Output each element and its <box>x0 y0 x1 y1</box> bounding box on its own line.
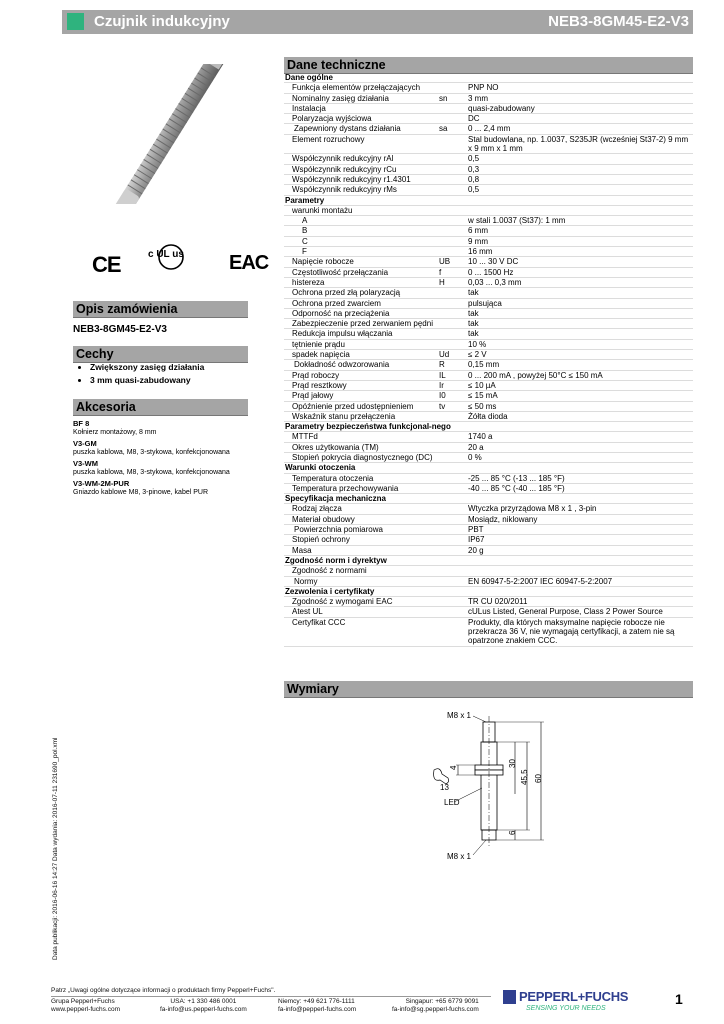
spec-label: Napięcie robocze <box>284 257 438 267</box>
spec-value: 6 mm <box>467 226 693 236</box>
dim-nut-height: 4 <box>449 765 458 770</box>
accessory-desc: Gniazdo kablowe M8, 3-pinowe, kabel PUR <box>73 489 209 496</box>
spec-label: Materiał obudowy <box>284 514 438 524</box>
accessory-name[interactable]: V3-WM <box>73 459 98 468</box>
spec-label: Opóźnienie przed udostępnieniem <box>284 401 438 411</box>
spec-group-label: Specyfikacja mechaniczna <box>284 494 693 504</box>
spec-symbol <box>438 483 467 493</box>
accessories-section-header: Akcesoria <box>73 399 248 416</box>
dim-nut-width: 13 <box>440 783 449 792</box>
spec-label: Współczynnik redukcyjny rAl <box>284 154 438 164</box>
spec-row <box>284 134 693 154</box>
title-bar <box>62 10 693 34</box>
spec-value: Wtyczka przyrządowa M8 x 1 , 3-pin <box>467 504 693 514</box>
spec-label: Współczynnik redukcyjny r1.4301 <box>284 174 438 184</box>
dim-thread-top: M8 x 1 <box>447 711 472 720</box>
spec-value: Żółta dioda <box>467 411 693 421</box>
dim-thread-bottom: M8 x 1 <box>447 852 472 861</box>
footer-usa-phone: USA: +1 330 486 0001 <box>170 998 237 1005</box>
spec-group-label: Parametry bezpieczeństwa funkcjonal-nego <box>284 422 693 432</box>
spec-label: Stopień ochrony <box>284 535 438 545</box>
spec-row <box>284 370 693 380</box>
spec-label: Ochrona przed zwarciem <box>284 298 438 308</box>
spec-label: Normy <box>284 576 438 586</box>
footer-col-3 <box>278 998 356 1014</box>
spec-value: 16 mm <box>467 247 693 257</box>
spec-row <box>284 545 693 555</box>
spec-value: 0 ... 1500 Hz <box>467 267 693 277</box>
spec-row <box>284 350 693 360</box>
spec-group-row <box>284 555 693 565</box>
spec-row <box>284 535 693 545</box>
spec-row <box>284 114 693 124</box>
spec-value: PBT <box>467 525 693 535</box>
footer-usa-email[interactable]: fa-info@us.pepperl-fuchs.com <box>160 1006 247 1013</box>
spec-value: ≤ 10 µA <box>467 380 693 390</box>
dim-45-5: 45,5 <box>520 769 529 785</box>
spec-label: Okres użytkowania (TM) <box>284 442 438 452</box>
publication-info: Data publikacji: 2016-06-16 14:27 Data wydania: 2016-07-11 231690_pol.xml <box>52 737 59 960</box>
spec-row <box>284 103 693 113</box>
spec-row <box>284 267 693 277</box>
ce-mark: CE <box>92 252 121 277</box>
spec-symbol <box>438 545 467 555</box>
spec-label: Redukcja impulsu włączania <box>284 329 438 339</box>
spec-row <box>284 319 693 329</box>
spec-label: Masa <box>284 545 438 555</box>
spec-symbol <box>438 308 467 318</box>
spec-value: 0 ... 2,4 mm <box>467 124 693 134</box>
spec-value: 0,3 <box>467 164 693 174</box>
spec-symbol <box>438 514 467 524</box>
spec-row <box>284 298 693 308</box>
spec-symbol <box>438 535 467 545</box>
spec-symbol: sa <box>438 124 467 134</box>
spec-row <box>284 185 693 195</box>
accessory-name[interactable]: BF 8 <box>73 419 90 428</box>
spec-symbol <box>438 411 467 421</box>
spec-value: TR CU 020/2011 <box>467 597 693 607</box>
dim-6: 6 <box>508 830 517 835</box>
spec-row <box>284 247 693 257</box>
spec-row <box>284 452 693 462</box>
spec-symbol <box>438 452 467 462</box>
spec-symbol: H <box>438 277 467 287</box>
spec-label: Stopień pokrycia diagnostycznego (DC) <box>284 452 438 462</box>
spec-group-row <box>284 73 693 83</box>
spec-symbol <box>438 114 467 124</box>
spec-label: Temperatura otoczenia <box>284 473 438 483</box>
page-number: 1 <box>675 991 683 1007</box>
spec-label: A <box>284 216 438 226</box>
spec-value <box>467 205 693 215</box>
spec-value: 0 ... 200 mA , powyżej 50°C ≤ 150 mA <box>467 370 693 380</box>
order-section-header: Opis zamówienia <box>73 301 248 318</box>
spec-value: 3 mm <box>467 93 693 103</box>
footer-group: Grupa Pepperl+Fuchs <box>51 998 115 1005</box>
spec-row <box>284 83 693 93</box>
sensor-photo <box>84 64 254 204</box>
spec-row <box>284 277 693 287</box>
spec-label: Powierzchnia pomiarowa <box>284 525 438 535</box>
accessory-list <box>73 419 245 497</box>
spec-label: Częstotliwość przełączania <box>284 267 438 277</box>
spec-label: Nominalny zasięg działania <box>284 93 438 103</box>
spec-row <box>284 124 693 134</box>
spec-value: 0 % <box>467 452 693 462</box>
product-code: NEB3-8GM45-E2-V3 <box>548 13 689 30</box>
spec-label: Element rozruchowy <box>284 134 438 154</box>
spec-row <box>284 607 693 617</box>
spec-row <box>284 236 693 246</box>
feature-list <box>73 361 204 387</box>
spec-label: Zgodność z wymogami EAC <box>284 597 438 607</box>
footer-col-4 <box>392 998 479 1014</box>
eac-mark: EAC <box>229 252 269 274</box>
spec-symbol <box>438 185 467 195</box>
spec-row <box>284 308 693 318</box>
spec-group-row <box>284 463 693 473</box>
accessory-desc: Kołnierz montażowy, 8 mm <box>73 429 157 436</box>
spec-symbol <box>438 154 467 164</box>
spec-value: Stal budowlana, np. 1.0037, S235JR (wcześniej St37-2) 9 mm x 9 mm x 1 mm <box>467 134 693 154</box>
footer-sg-phone: Singapur: +65 6779 9091 <box>405 998 479 1005</box>
spec-label: spadek napięcia <box>284 350 438 360</box>
spec-symbol <box>438 597 467 607</box>
ul-mark <box>146 241 196 275</box>
spec-symbol <box>438 504 467 514</box>
product-category-icon <box>67 13 84 30</box>
dim-30: 30 <box>508 759 517 768</box>
spec-value: 1740 a <box>467 432 693 442</box>
spec-symbol <box>438 298 467 308</box>
spec-label: Funkcja elementów przełączających <box>284 83 438 93</box>
spec-symbol <box>438 617 467 646</box>
spec-symbol <box>438 329 467 339</box>
spec-group-label: Parametry <box>284 195 693 205</box>
spec-value: quasi-zabudowany <box>467 103 693 113</box>
spec-symbol <box>438 216 467 226</box>
spec-label: Dokładność odwzorowania <box>284 360 438 370</box>
spec-row <box>284 391 693 401</box>
spec-row <box>284 226 693 236</box>
footer-website-link[interactable]: www.pepperl-fuchs.com <box>51 1006 120 1013</box>
spec-row <box>284 504 693 514</box>
footer-divider <box>51 996 491 997</box>
spec-label: warunki montażu <box>284 205 438 215</box>
spec-symbol: Ud <box>438 350 467 360</box>
footer-sg-email[interactable]: fa-info@sg.pepperl-fuchs.com <box>392 1006 479 1013</box>
dim-60: 60 <box>534 774 543 783</box>
spec-label: Wskaźnik stanu przełączenia <box>284 411 438 421</box>
spec-value: ≤ 2 V <box>467 350 693 360</box>
spec-row <box>284 401 693 411</box>
spec-value: 9 mm <box>467 236 693 246</box>
spec-symbol <box>438 442 467 452</box>
spec-value: w stali 1.0037 (St37): 1 mm <box>467 216 693 226</box>
feature-item: • Zwiększony zasięg działania <box>90 361 204 374</box>
spec-symbol <box>438 288 467 298</box>
spec-value: tak <box>467 319 693 329</box>
spec-symbol <box>438 566 467 576</box>
spec-value: tak <box>467 329 693 339</box>
spec-symbol <box>438 164 467 174</box>
spec-row <box>284 380 693 390</box>
footer-col-2 <box>160 998 247 1014</box>
spec-row <box>284 339 693 349</box>
spec-value: EN 60947-5-2:2007 IEC 60947-5-2:2007 <box>467 576 693 586</box>
spec-label: tętnienie prądu <box>284 339 438 349</box>
spec-value: IP67 <box>467 535 693 545</box>
footer-de-email[interactable]: fa-info@pepperl-fuchs.com <box>278 1006 357 1013</box>
spec-label: Rodzaj złącza <box>284 504 438 514</box>
spec-row <box>284 216 693 226</box>
spec-symbol <box>438 607 467 617</box>
tech-data-section-header: Dane techniczne <box>284 57 693 74</box>
spec-row <box>284 360 693 370</box>
spec-row <box>284 154 693 164</box>
spec-label: Ochrona przed złą polaryzacją <box>284 288 438 298</box>
spec-row <box>284 432 693 442</box>
spec-symbol <box>438 319 467 329</box>
spec-row <box>284 525 693 535</box>
order-code: NEB3-8GM45-E2-V3 <box>73 324 167 335</box>
spec-value: 20 g <box>467 545 693 555</box>
spec-value: -40 ... 85 °C (-40 ... 185 °F) <box>467 483 693 493</box>
spec-group-label: Zezwolenia i certyfikaty <box>284 586 693 596</box>
spec-value: pulsująca <box>467 298 693 308</box>
spec-label: Prąd jałowy <box>284 391 438 401</box>
spec-label: Odporność na przeciążenia <box>284 308 438 318</box>
spec-group-row <box>284 494 693 504</box>
tech-data-table <box>284 73 693 647</box>
spec-row <box>284 514 693 524</box>
spec-symbol <box>438 247 467 257</box>
spec-value: ≤ 15 mA <box>467 391 693 401</box>
spec-value: 10 % <box>467 339 693 349</box>
spec-symbol <box>438 432 467 442</box>
spec-row <box>284 597 693 607</box>
spec-symbol <box>438 525 467 535</box>
ul-mark-text: c UL us <box>148 249 184 260</box>
footer-note: Patrz „Uwagi ogólne dotyczące informacji o produktach firmy Pepperl+Fuchs". <box>51 987 276 994</box>
spec-label: Współczynnik redukcyjny rCu <box>284 164 438 174</box>
dimensions-section-header: Wymiary <box>284 681 693 698</box>
spec-symbol: sn <box>438 93 467 103</box>
footer-de-phone: Niemcy: +49 621 776-1111 <box>278 998 355 1005</box>
spec-symbol: UB <box>438 257 467 267</box>
spec-symbol <box>438 576 467 586</box>
spec-symbol <box>438 339 467 349</box>
spec-value: Produkty, dla których maksymalne napięcie robocze nie przekracza 36 V, nie wymagają certyfikacji, a zatem nie są opatrzone znakiem CCC. <box>467 617 693 646</box>
spec-symbol <box>438 473 467 483</box>
spec-value: -25 ... 85 °C (-13 ... 185 °F) <box>467 473 693 483</box>
feature-item: • 3 mm quasi-zabudowany <box>90 374 204 387</box>
spec-row <box>284 93 693 103</box>
spec-value <box>467 566 693 576</box>
spec-label: Zapewniony dystans działania <box>284 124 438 134</box>
spec-group-row <box>284 586 693 596</box>
spec-row <box>284 411 693 421</box>
spec-row <box>284 329 693 339</box>
spec-label: Instalacja <box>284 103 438 113</box>
spec-symbol: tv <box>438 401 467 411</box>
spec-row <box>284 473 693 483</box>
accessory-desc: puszka kablowa, M8, 3-stykowa, konfekcjonowana <box>73 449 230 456</box>
spec-symbol <box>438 134 467 154</box>
spec-label: Prąd resztkowy <box>284 380 438 390</box>
spec-group-label: Dane ogólne <box>284 73 693 83</box>
spec-label: Współczynnik redukcyjny rMs <box>284 185 438 195</box>
spec-symbol <box>438 83 467 93</box>
spec-value: 0,03 ... 0,3 mm <box>467 277 693 287</box>
logo-text: PEPPERL+FUCHS <box>519 989 629 1004</box>
spec-value: Mosiądz, niklowany <box>467 514 693 524</box>
spec-value: cULus Listed, General Purpose, Class 2 Power Source <box>467 607 693 617</box>
spec-row <box>284 164 693 174</box>
spec-label: Certyfikat CCC <box>284 617 438 646</box>
spec-label: F <box>284 247 438 257</box>
features-section-header: Cechy <box>73 346 248 363</box>
spec-symbol: f <box>438 267 467 277</box>
spec-value: 0,5 <box>467 154 693 164</box>
spec-label: Prąd roboczy <box>284 370 438 380</box>
spec-row <box>284 617 693 646</box>
spec-group-row <box>284 195 693 205</box>
spec-value: PNP NO <box>467 83 693 93</box>
accessory-name[interactable]: V3-WM-2M-PUR <box>73 479 130 488</box>
spec-label: Temperatura przechowywania <box>284 483 438 493</box>
dimension-drawing <box>420 708 560 864</box>
spec-symbol: Ir <box>438 380 467 390</box>
spec-row <box>284 174 693 184</box>
spec-group-row <box>284 422 693 432</box>
spec-label: Zgodność z normami <box>284 566 438 576</box>
spec-symbol <box>438 205 467 215</box>
spec-value: 0,8 <box>467 174 693 184</box>
spec-value: DC <box>467 114 693 124</box>
spec-row <box>284 257 693 267</box>
spec-symbol <box>438 236 467 246</box>
company-logo <box>503 990 653 1018</box>
spec-label: MTTFd <box>284 432 438 442</box>
spec-label: B <box>284 226 438 236</box>
spec-group-label: Zgodność norm i dyrektyw <box>284 555 693 565</box>
spec-symbol <box>438 103 467 113</box>
spec-value: tak <box>467 288 693 298</box>
spec-value: ≤ 50 ms <box>467 401 693 411</box>
spec-row <box>284 566 693 576</box>
spec-row <box>284 442 693 452</box>
led-label: LED <box>444 798 460 807</box>
spec-label: Polaryzacja wyjściowa <box>284 114 438 124</box>
spec-label: Zabezpieczenie przed zerwaniem pędni <box>284 319 438 329</box>
spec-symbol <box>438 174 467 184</box>
logo-icon <box>503 990 516 1004</box>
spec-symbol: R <box>438 360 467 370</box>
page-title: Czujnik indukcyjny <box>94 13 230 30</box>
spec-row <box>284 576 693 586</box>
spec-label: C <box>284 236 438 246</box>
logo-slogan: SENSING YOUR NEEDS <box>526 1005 606 1012</box>
spec-group-label: Warunki otoczenia <box>284 463 693 473</box>
accessory-desc: puszka kablowa, M8, 3-stykowa, konfekcjonowana <box>73 469 230 476</box>
spec-symbol: IL <box>438 370 467 380</box>
spec-row <box>284 483 693 493</box>
spec-symbol <box>438 226 467 236</box>
accessory-name[interactable]: V3-GM <box>73 439 97 448</box>
footer-col-1 <box>51 998 120 1014</box>
spec-label: histereza <box>284 277 438 287</box>
spec-value: 0,5 <box>467 185 693 195</box>
spec-label: Atest UL <box>284 607 438 617</box>
spec-value: 20 a <box>467 442 693 452</box>
spec-row <box>284 205 693 215</box>
spec-row <box>284 288 693 298</box>
spec-value: tak <box>467 308 693 318</box>
spec-value: 0,15 mm <box>467 360 693 370</box>
spec-value: 10 ... 30 V DC <box>467 257 693 267</box>
spec-symbol: I0 <box>438 391 467 401</box>
